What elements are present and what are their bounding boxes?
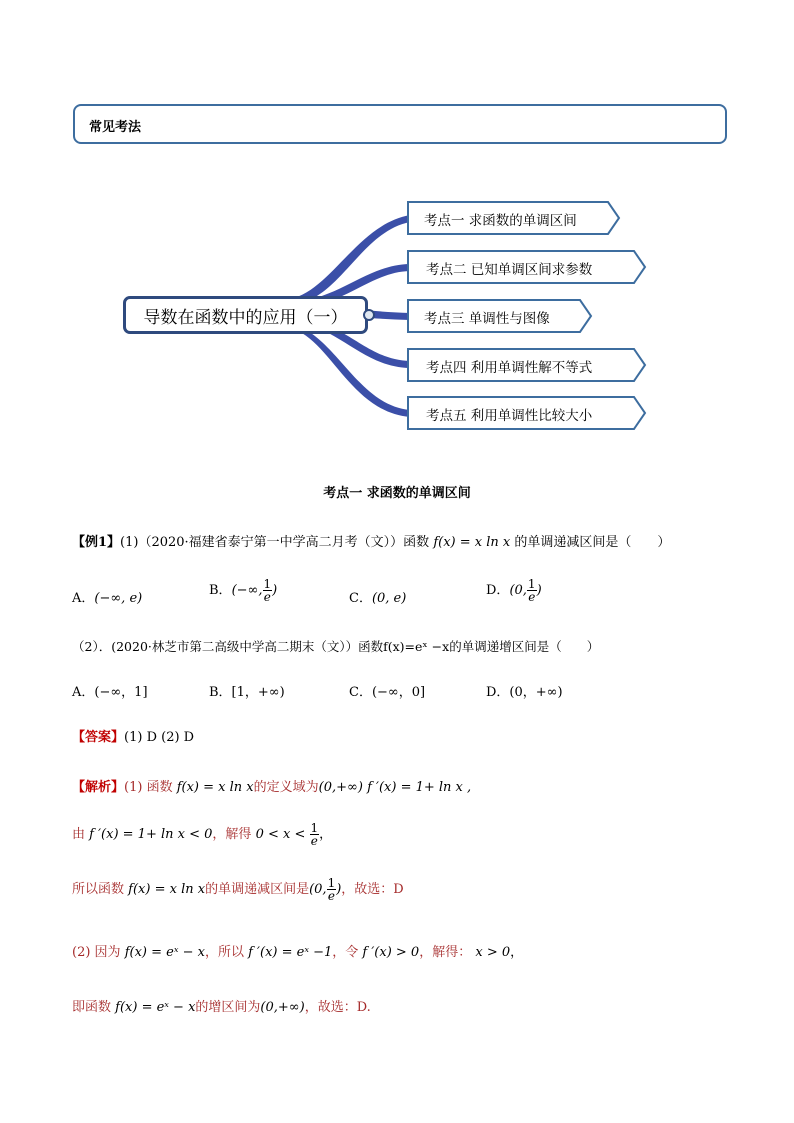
q1-option-b[interactable] [209,578,277,603]
analysis-l3-b: 的单调递减区间是 [205,882,310,897]
example-q1-func: f(x) = x ln x [433,535,511,550]
analysis-l4-c: ，令 [332,945,359,960]
q1-option-d-label: D． [486,583,510,598]
section-title: 常见考法 [89,120,142,135]
analysis-l5-c: ，故选：D. [304,1000,371,1015]
analysis-l3-func: f(x) = x ln x [128,882,206,897]
mindmap-node-2[interactable]: 考点二 已知单调区间求参数 [426,262,593,278]
mindmap-node-3[interactable]: 考点三 单调性与图像 [424,311,550,327]
answer-tag: 【答案】 [72,730,125,745]
analysis-l5-b: 的增区间为 [195,1000,261,1015]
analysis-tag: 【解析】 [72,780,125,795]
analysis-l3-den: e [327,889,335,903]
analysis-l3-int-pre: (0, [309,882,327,897]
q1-option-c-value: (0, e) [371,591,407,606]
analysis-l4-func: f(x) = eˣ − x [124,945,205,960]
analysis-l5-a: 即函数 [72,1000,112,1015]
answer-line [72,726,194,745]
example-q1-prefix: (1)（2020·福建省泰宁第一中学高二月考（文））函数 [120,535,430,550]
analysis-l2-den: e [310,834,318,848]
q1-option-a-label: A． [72,591,95,606]
analysis-l4-derivative: f ′(x) = eˣ −1 [248,945,333,960]
analysis-l4-a: (2) 因为 [72,945,121,960]
q1-option-a[interactable] [72,587,142,606]
q1-option-c-label: C． [349,591,372,606]
example-q2: （2）．(2020·林芝市第二高级中学高二期末（文））函数f(x)=eˣ −x的单调递增区间是（ ） [72,639,600,654]
analysis-line-4 [72,941,523,960]
topic-heading: 考点一 求函数的单调区间 [323,486,471,501]
analysis-line-2 [72,822,332,847]
q1-option-b-label: B． [209,583,232,598]
mindmap-node-4[interactable]: 考点四 利用单调性解不等式 [426,360,593,376]
analysis-l5-func: f(x) = eˣ − x [115,1000,196,1015]
answer-text: (1) D (2) D [124,730,195,745]
analysis-l3-num: 1 [327,876,336,890]
analysis-line-5 [72,996,371,1015]
analysis-l1-func: f(x) = x ln x [176,780,254,795]
analysis-l2-ineq: f ′(x) = 1+ ln x < 0 [89,827,213,842]
analysis-line-1 [72,776,471,795]
mindmap-node-1[interactable]: 考点一 求函数的单调区间 [424,213,577,229]
analysis-l3-a: 所以函数 [72,882,125,897]
analysis-l5-interval: (0,+∞) [260,1000,305,1015]
analysis-l4-ineq: f ′(x) > 0 [362,945,420,960]
analysis-l2-b: ，解得 [212,827,252,842]
analysis-l1-domain: (0,+∞) [318,780,363,795]
analysis-l2-num: 1 [310,821,319,835]
analysis-l4-d: ，解得： [419,945,472,960]
q1-option-d-post: ) [536,583,542,598]
q1-option-d-den: e [528,590,536,604]
q1-option-b-pre: (−∞, [231,583,263,598]
analysis-l4-sol: x > 0 [475,945,511,960]
q1-option-c[interactable] [349,587,406,606]
analysis-l2-a: 由 [72,827,86,842]
mindmap-center-label: 导数在函数中的应用（一） [143,307,348,328]
q1-option-d-pre: (0, [509,583,527,598]
q1-option-b-post: ) [272,583,278,598]
example-tag: 【例1】 [72,535,121,550]
example-q1 [72,531,670,550]
analysis-l1-b: 的定义域为 [253,780,319,795]
mindmap-node-5[interactable]: 考点五 利用单调性比较大小 [426,408,593,424]
analysis-l3-int-post: ) [336,882,342,897]
analysis-l3-c: ，故选：D [341,882,404,897]
q1-option-d-num: 1 [527,577,536,591]
analysis-l4-b: ，所以 [204,945,244,960]
analysis-l2-sol: 0 < x < [255,827,306,842]
analysis-l1-a: (1) 函数 [124,780,173,795]
q2-option-b[interactable]: B．[1，+∞) [209,685,285,700]
analysis-l2-end: ， [319,827,333,842]
analysis-line-3 [72,877,404,902]
q1-option-b-num: 1 [263,577,272,591]
q2-option-c[interactable]: C．(−∞，0] [349,685,426,700]
q1-option-b-den: e [263,590,271,604]
example-q1-suffix: 的单调递减区间是（ ） [514,535,671,550]
q1-option-a-value: (−∞, e) [94,591,143,606]
q2-option-d[interactable]: D．(0，+∞) [486,685,563,700]
analysis-l4-e: ， [510,945,524,960]
q1-option-d[interactable] [486,578,542,603]
q2-option-a[interactable]: A．(−∞，1] [72,685,148,700]
analysis-l1-derivative: f ′(x) = 1+ ln x , [367,780,472,795]
